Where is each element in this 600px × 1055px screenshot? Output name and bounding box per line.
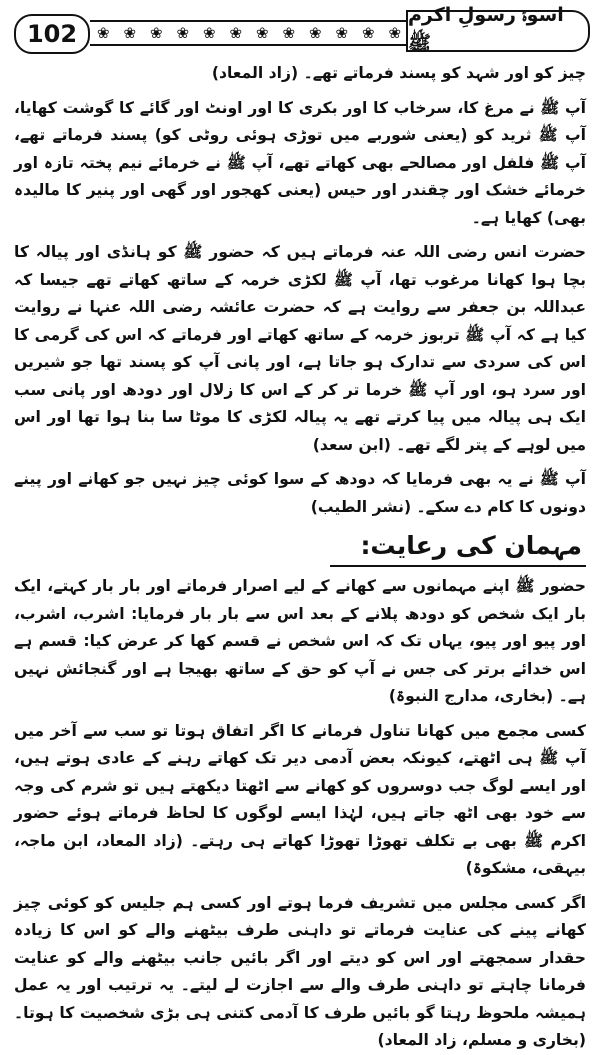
paragraph: حضور ﷺ اپنے مہمانوں سے کھانے کے لیے اصرار فرماتے اور بار بار کہتے، ایک بار ایک شخص کو دودھ پلانے کے بعد اس سے بار بار فرمایا: اشرب، اشرب، اور پیو اور پیو، یہاں تک کہ اس شخص نے قسم کھا کر عرض کیا: قسم ہے اس خدائے برتر کی جس نے آپ کو حق کے ساتھ بھیجا ہے اور گنجائش نہیں ہے۔ (بخاری، مدارج النبوۃ) [14,577,586,705]
ornament-icon: ❀ [255,24,269,42]
page-body [14,60,586,1049]
page-number: 102 [14,14,90,54]
header-ornament [90,20,408,46]
ornament-icon: ❀ [123,24,137,42]
ornament-icon: ❀ [202,24,216,42]
paragraph: کسی مجمع میں کھانا تناول فرمانے کا اگر اتفاق ہوتا تو سب سے آخر میں آپ ﷺ ہی اٹھتے، کیونکہ بعض آدمی دیر تک کھاتے رہنے کے عادی ہوتے ہیں، اور ایسے لوگ جب دوسروں کو کھانے سے اٹھتا دیکھتے ہیں تو شرم کی وجہ سے خود بھی اٹھ جاتے ہیں، لہٰذا ایسے لوگوں کا لحاظ فرماتے ہوئے حضور اکرم ﷺ بھی بے تکلف تھوڑا تھوڑا کھاتے ہی رہتے۔ (زاد المعاد، ابن ماجہ، بیہقی، مشکوۃ) [14,721,586,877]
ornament-icon: ❀ [149,24,163,42]
section-heading-text: مہمان کی رعایت: [330,529,586,567]
ornament-icon: ❀ [308,24,322,42]
book-title: اسوۂ رسولِ اکرم ﷺ [406,10,590,52]
ornament-icon: ❀ [335,24,349,42]
paragraph: چیز کو اور شہد کو پسند فرماتے تھے۔ (زاد المعاد) [211,64,586,82]
ornament-icon: ❀ [96,24,110,42]
paragraph: آپ ﷺ نے یہ بھی فرمایا کہ دودھ کے سوا کوئی چیز نہیں جو کھانے اور پینے دونوں کا کام دے سکے۔ (نشر الطیب) [14,470,586,516]
section-heading [14,529,586,567]
ornament-icon: ❀ [361,24,375,42]
paragraph: حضرت انس رضی اللہ عنہ فرماتے ہیں کہ حضور ﷺ کو ہانڈی اور پیالہ کا بچا ہوا کھانا مرغوب تھا، آپ ﷺ لکڑی خرمہ کے ساتھ کھاتے تھے جیسا کہ عبداللہ بن جعفر سے روایت ہے کہ حضرت عائشہ رضی اللہ عنہا نے روایت کیا ہے کہ آپ ﷺ تربوز خرمہ کے ساتھ کھاتے اور فرماتے کہ اس کی گرمی کا اس کی سردی سے تدارک ہو جاتا ہے، اور پانی آپ کو پسند تھا جو شیریں اور سرد ہو، اور آپ ﷺ خرما تر کر کے اس کا زلال اور دودھ اور پانی سب ایک ہی پیالہ میں پیا کرتے تھے یہ پیالہ لکڑی کا موٹا سا بنا ہوا تھا اور اس میں لوہے کے پتر لگے تھے۔ (ابن سعد) [14,243,586,454]
ornament-icon: ❀ [176,24,190,42]
ornament-icon: ❀ [229,24,243,42]
ornament-icon: ❀ [282,24,296,42]
ornament-icon: ❀ [388,24,402,42]
page-header [4,6,596,56]
paragraph: آپ ﷺ نے مرغ کا، سرخاب کا اور بکری کا اور اونٹ اور گائے کا گوشت کھایا، آپ ﷺ ثرید کو (یعنی شوربے میں توڑی ہوئی روٹی کو) پسند فرماتے تھے، آپ ﷺ فلفل اور مصالحے بھی کھاتے تھے، آپ ﷺ نے خرمائے نیم پختہ تازہ اور خرمائے خشک اور چقندر اور حیس (یعنی کھجور اور گھی اور پنیر کا مالیدہ بھی) کھایا ہے۔ [14,98,586,227]
paragraph: اگر کسی مجلس میں تشریف فرما ہوتے اور کسی ہم جلیس کو کوئی چیز کھانے پینے کی عنایت فرماتے تو داہنی طرف بیٹھنے والے کو اس کا زیادہ حقدار سمجھتے اور اس کو دیتے اور اگر بائیں جانب بیٹھنے والے کو عنایت فرمانا چاہتے تو داہنی طرف والے سے اجازت لے لیتے۔ یہ ترتیب اور یہ عمل ہمیشہ ملحوظ رہتا گو بائیں طرف کا آدمی کتنی ہی بڑی شخصیت کا ہوتا۔ (بخاری و مسلم، زاد المعاد) [14,893,586,1049]
